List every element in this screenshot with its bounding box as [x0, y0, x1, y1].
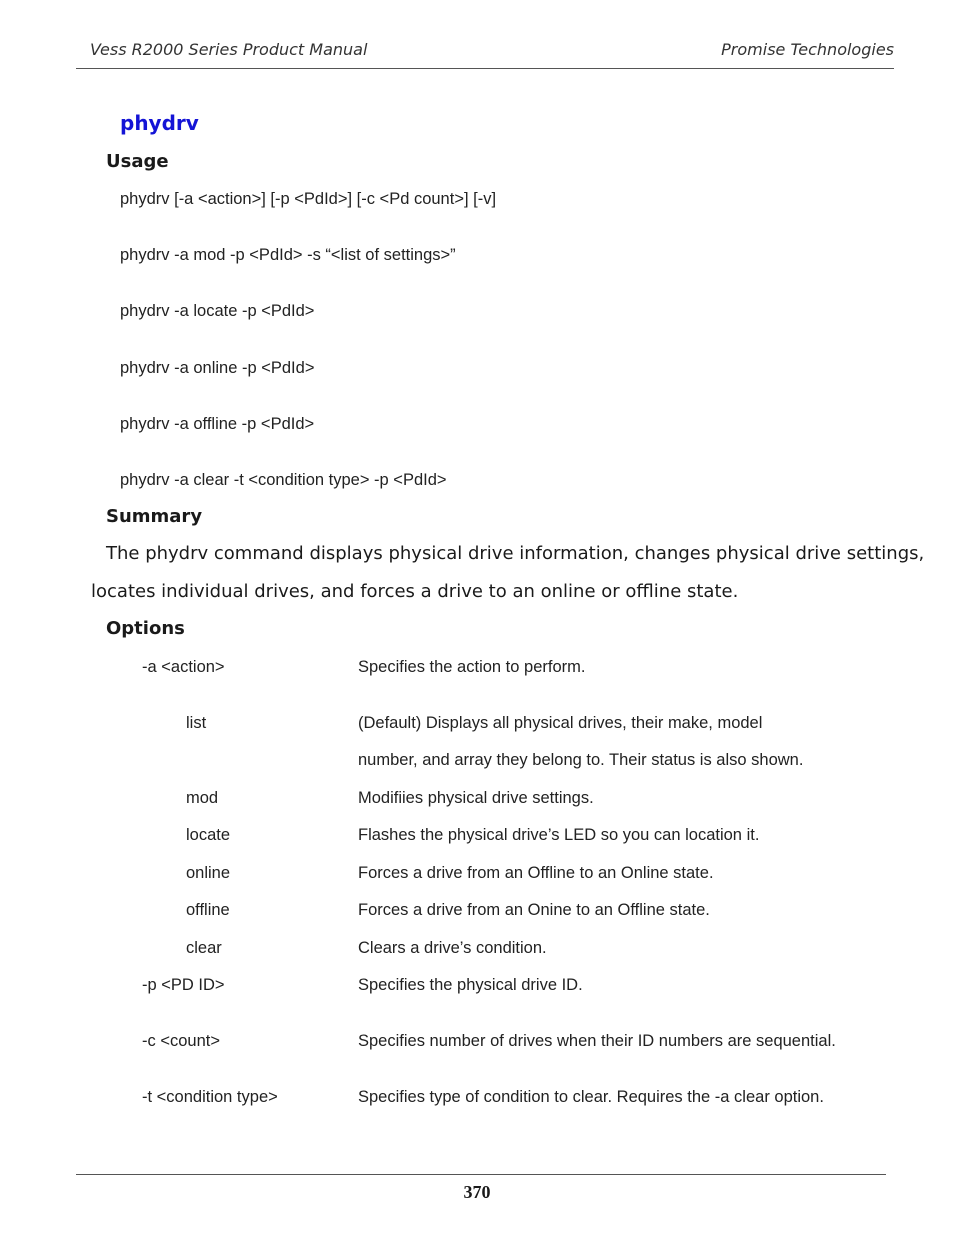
option-name: list	[186, 714, 207, 732]
usage-line: phydrv -a online -p <PdId>	[120, 359, 315, 377]
option-desc: Specifies number of drives when their ID numbers are sequential.	[358, 1032, 836, 1050]
summary-text-line1: The phydrv command displays physical drive information, changes physical drive settings,	[106, 543, 925, 564]
option-desc: Specifies the action to perform.	[358, 658, 586, 676]
usage-line: phydrv -a locate -p <PdId>	[120, 302, 315, 320]
usage-line: phydrv -a clear -t <condition type> -p <PdId>	[120, 471, 447, 489]
usage-line: phydrv -a mod -p <PdId> -s “<list of settings>”	[120, 246, 456, 264]
page-title: phydrv	[120, 111, 199, 135]
option-desc: Modifiies physical drive settings.	[358, 789, 594, 807]
option-desc: Clears a drive’s condition.	[358, 939, 547, 957]
option-desc: Specifies the physical drive ID.	[358, 976, 583, 994]
option-name: offline	[186, 901, 230, 919]
options-heading: Options	[106, 618, 185, 639]
summary-text-line2: locates individual drives, and forces a drive to an online or offline state.	[91, 581, 739, 602]
option-desc: Flashes the physical drive’s LED so you can location it.	[358, 826, 760, 844]
option-name: clear	[186, 939, 222, 957]
option-desc: Specifies type of condition to clear. Requires the -a clear option.	[358, 1088, 824, 1106]
page-number: 370	[463, 1182, 491, 1202]
option-name: mod	[186, 789, 219, 807]
option-desc: number, and array they belong to. Their status is also shown.	[358, 751, 804, 769]
option-desc: Forces a drive from an Offline to an Online state.	[358, 864, 714, 882]
option-name: locate	[186, 826, 231, 844]
option-name: -a <action>	[142, 658, 225, 676]
header-rule	[76, 68, 894, 69]
option-name: online	[186, 864, 231, 882]
option-name: -c <count>	[142, 1032, 220, 1050]
option-name: -p <PD ID>	[142, 976, 225, 994]
option-desc: (Default) Displays all physical drives, their make, model	[358, 714, 763, 732]
option-name: -t <condition type>	[142, 1088, 278, 1106]
summary-heading: Summary	[106, 506, 203, 527]
usage-heading: Usage	[106, 151, 169, 172]
usage-line: phydrv [-a <action>] [-p <PdId>] [-c <Pd count>] [-v]	[120, 190, 497, 208]
footer-rule	[76, 1174, 886, 1175]
header-manual-title: Vess R2000 Series Product Manual	[90, 40, 368, 59]
usage-line: phydrv -a offline -p <PdId>	[120, 415, 315, 433]
option-desc: Forces a drive from an Onine to an Offline state.	[358, 901, 710, 919]
header-company: Promise Technologies	[721, 40, 894, 59]
